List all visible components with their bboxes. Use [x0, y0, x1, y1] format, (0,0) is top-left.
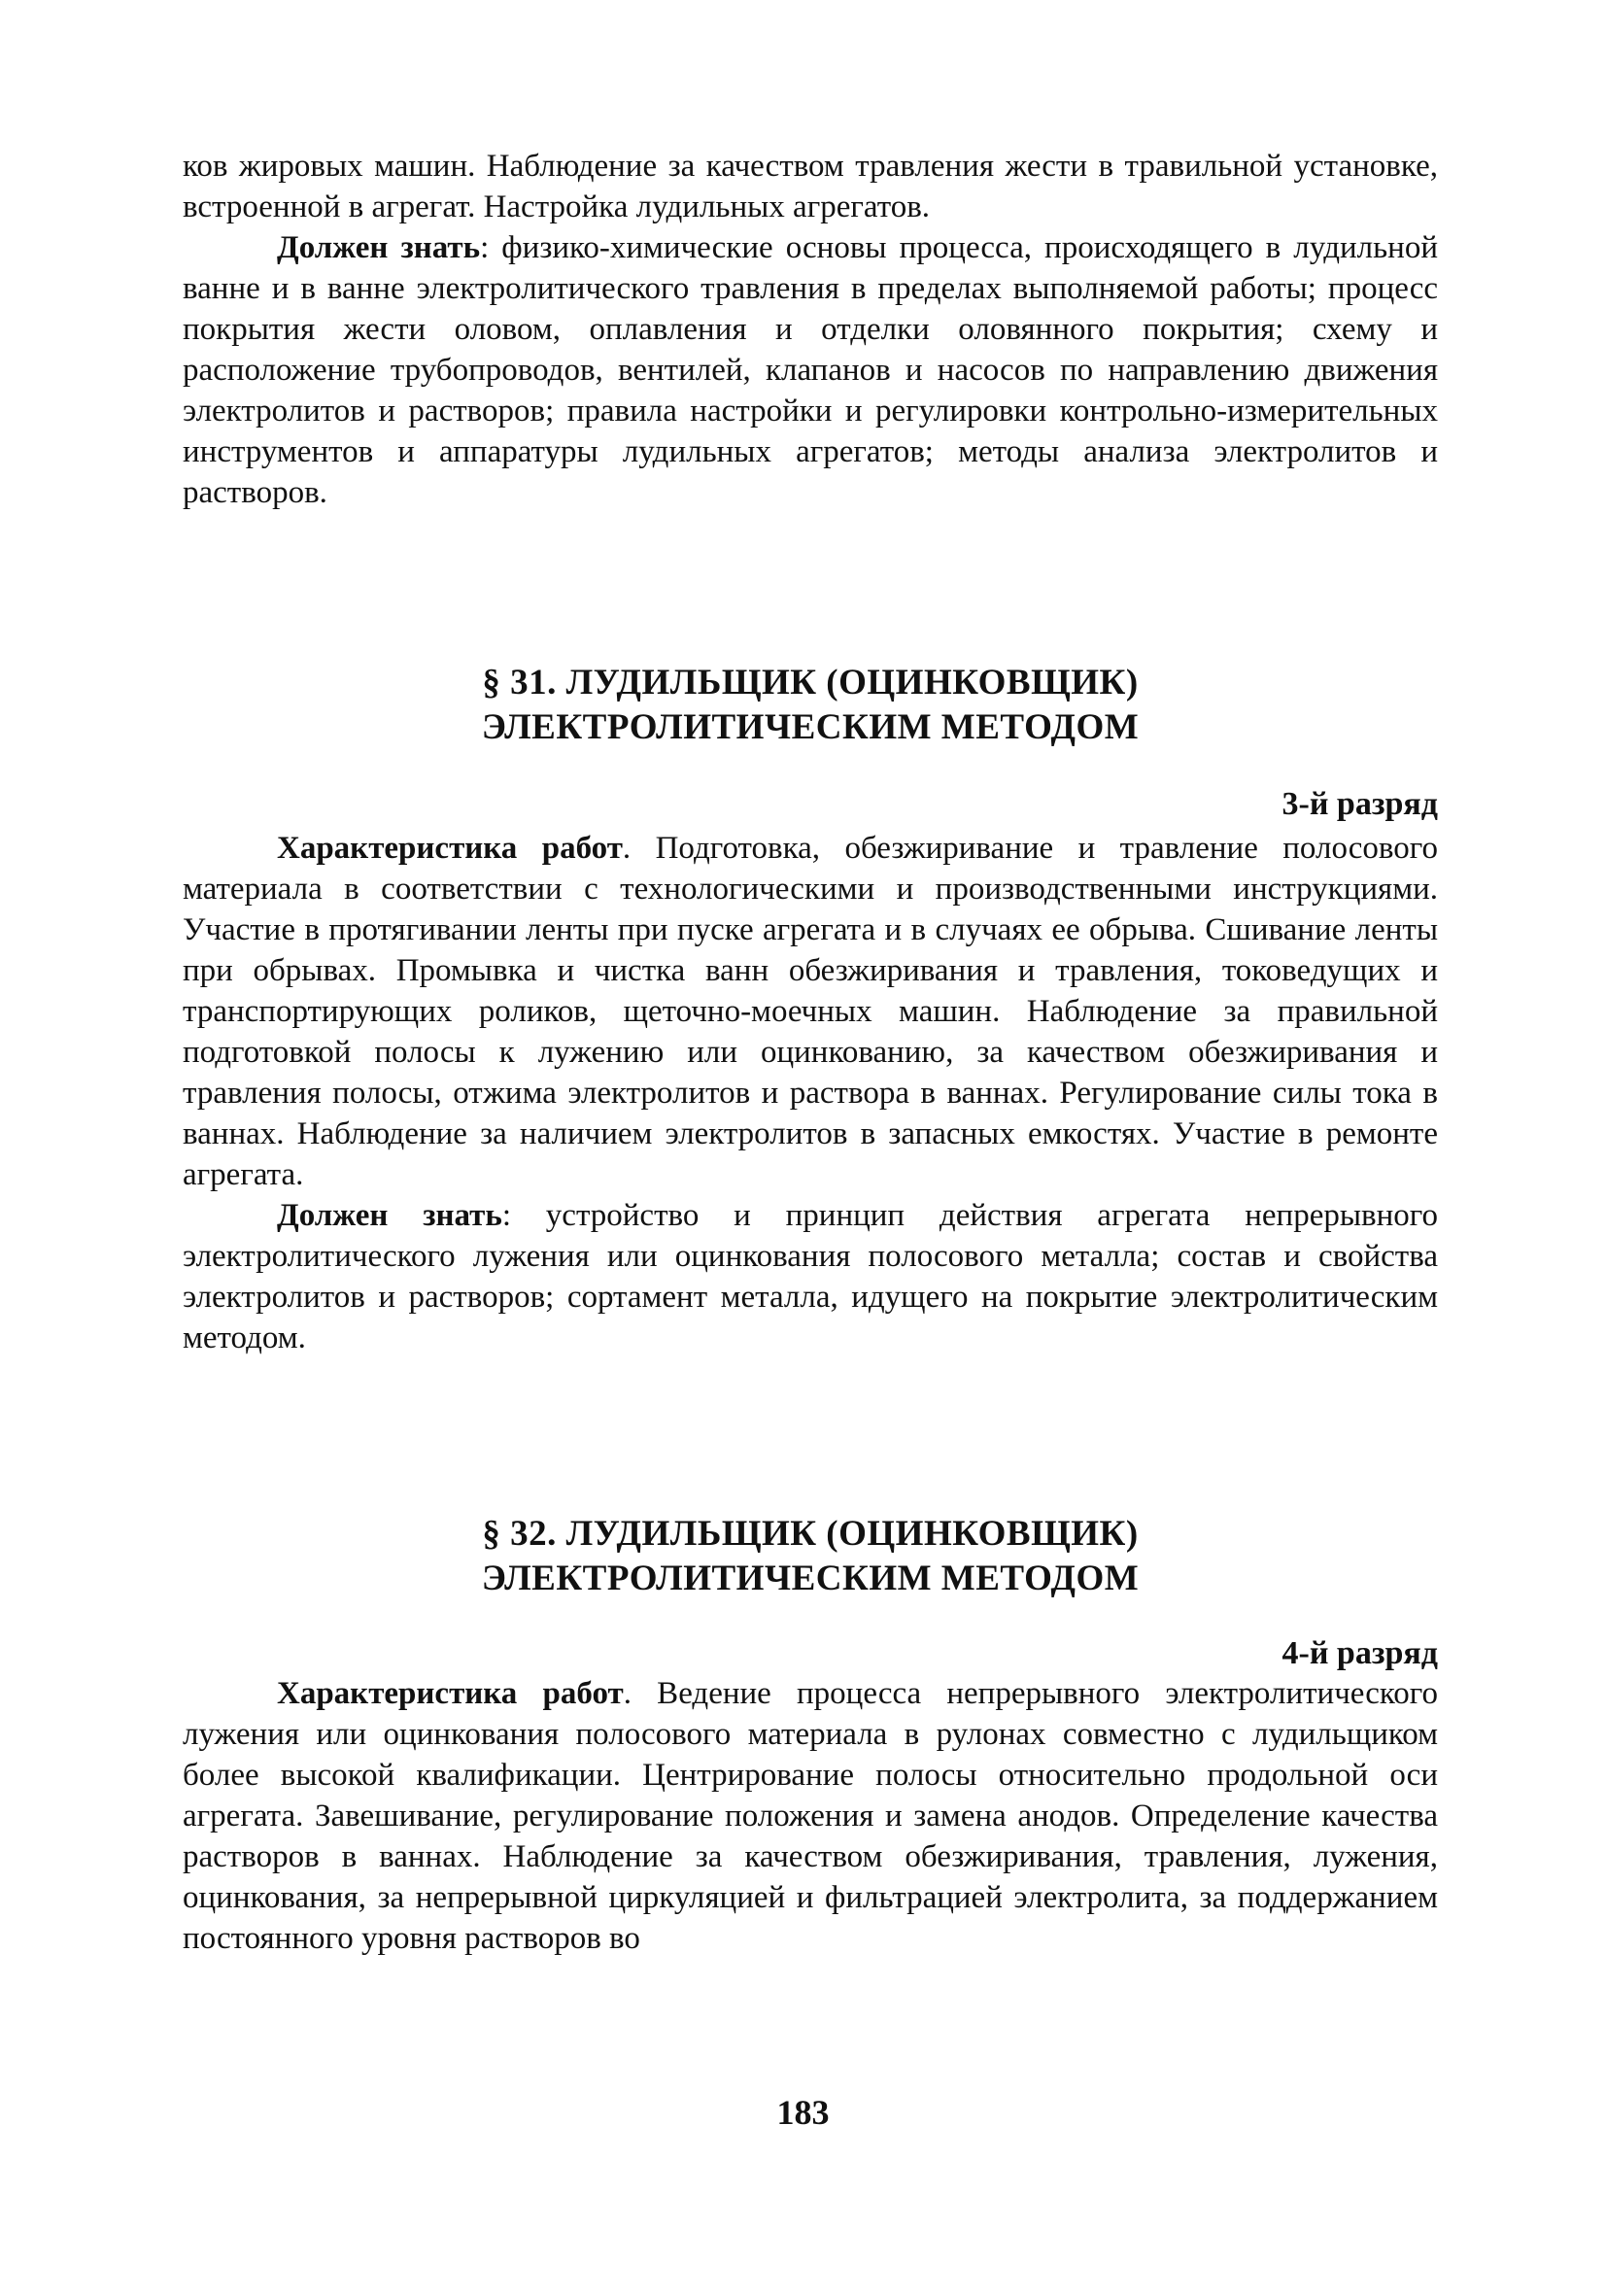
continuation-paragraph: ков жировых машин. Наблюдение за качеством травления жести в травильной установке, встроенной в агрегат. Настройка лудильных агрегатов. [183, 149, 1438, 224]
work-text: . Ведение процесса непрерывного электролитического лужения или оцинкования полосового материала в рулонах совместно с лудильщиком более высокой квалификации. Центрирование полосы относительно продольной оси агрегата. Завешивание, регулирование положения и замена анодов. Определение качества растворов в ваннах. Наблюдение за качеством обезжиривания, травления, лужения, оцинкования, за непрерывной циркуляцией и фильтрацией электролита, за поддержанием постоянного уровня растворов во [183, 1676, 1438, 1956]
section-32-heading-line2: ЭЛЕКТРОЛИТИЧЕСКИМ МЕТОДОМ [481, 1559, 1140, 1598]
section-32-rank: 4-й разряд [1281, 1635, 1438, 1671]
section-32-body [183, 1673, 1438, 1959]
section-32-heading [183, 1512, 1438, 1601]
section-31-heading-line1: § 31. ЛУДИЛЬЩИК (ОЦИНКОВЩИК) [482, 663, 1139, 703]
section-31-heading [183, 661, 1438, 750]
section-31-heading-line2: ЭЛЕКТРОЛИТИЧЕСКИМ МЕТОДОМ [481, 707, 1140, 747]
work-characteristics-paragraph [183, 828, 1438, 1195]
section-31-rank: 3-й разряд [1281, 786, 1438, 822]
knowledge-text: : устройство и принцип действия агрегата непрерывного электролитического лужения или оцинкования полосового металла; состав и свойства электролитов и растворов; сортамент металла, идущего на покрытие электролитическим методом. [183, 1198, 1438, 1355]
page-number: 183 [776, 2093, 830, 2132]
section-32-heading-line1: § 32. ЛУДИЛЬЩИК (ОЦИНКОВЩИК) [482, 1514, 1139, 1554]
section-prev-continuation [183, 146, 1438, 513]
work-label: Характеристика работ [277, 1676, 624, 1711]
section-31-body [183, 828, 1438, 1358]
knowledge-text: : физико-химические основы процесса, происходящего в лудильной ванне и в ванне электролитического травления в пределах выполняемой работы; процесс покрытия жести оловом, оплавления и отделки оловянного покрытия; схему и расположение трубопроводов, вентилей, клапанов и насосов по направлению движения электролитов и растворов; правила настройки и регулировки контрольно-измерительных инструментов и аппаратуры лудильных агрегатов; методы анализа электролитов и растворов. [183, 230, 1438, 510]
knowledge-label: Должен знать [277, 1198, 502, 1233]
knowledge-paragraph [183, 227, 1438, 513]
knowledge-label: Должен знать [277, 230, 481, 265]
work-characteristics-paragraph [183, 1673, 1438, 1959]
work-text: . Подготовка, обезжиривание и травление полосового материала в соответствии с технологическими и производственными инструкциями. Участие в протягивании ленты при пуске агрегата и в случаях ее обрыва. Сшивание ленты при обрывах. Промывка и чистка ванн обезжиривания и травления, токоведущих и транспортирующих роликов, щеточно-моечных машин. Наблюдение за правильной подготовкой полосы к лужению или оцинкованию, за качеством обезжиривания и травления полосы, отжима электролитов и раствора в ваннах. Регулирование силы тока в ваннах. Наблюдение за наличием электролитов в запасных емкостях. Участие в ремонте агрегата. [183, 831, 1439, 1192]
work-label: Характеристика работ [277, 831, 623, 866]
knowledge-paragraph [183, 1195, 1438, 1358]
